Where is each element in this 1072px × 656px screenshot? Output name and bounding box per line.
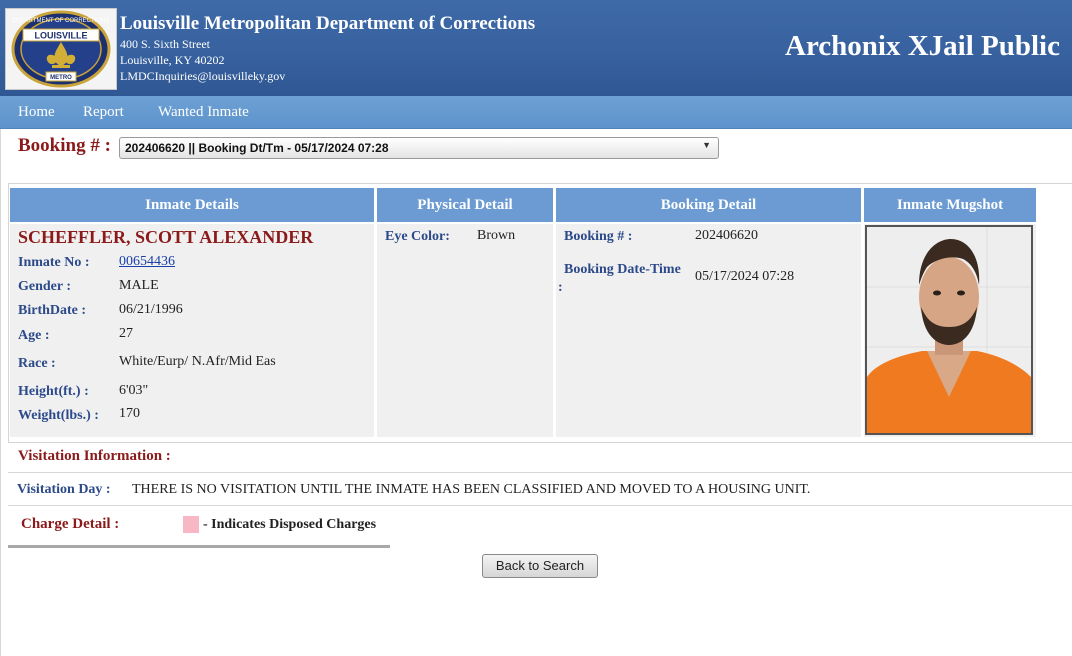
age-label: Age :: [18, 328, 50, 343]
booking-number-value: 202406620: [695, 228, 758, 243]
inmate-mugshot-image: [865, 225, 1033, 435]
site-header: [0, 0, 1072, 96]
mugshot-photo-icon: [867, 227, 1031, 433]
height-label: Height(ft.) :: [18, 384, 89, 399]
race-value: White/Eurp/ N.Afr/Mid Eas: [119, 354, 276, 369]
age-value: 27: [119, 326, 133, 341]
nav-report[interactable]: Report: [83, 104, 124, 120]
booking-detail-body: [556, 224, 861, 437]
visitation-day-label: Visitation Day :: [17, 482, 111, 497]
booking-number-label: Booking # :: [18, 135, 111, 156]
booking-datetime-value: 05/17/2024 07:28: [695, 269, 795, 284]
chevron-down-icon: ▼: [702, 140, 711, 150]
eye-color-label: Eye Color:: [385, 229, 450, 244]
booking-datetime-label: Booking Date-Time: [564, 262, 681, 277]
physical-detail-header: Physical Detail: [377, 188, 553, 222]
svg-text:LOUISVILLE: LOUISVILLE: [34, 30, 88, 41]
weight-label: Weight(lbs.) :: [18, 408, 99, 423]
booking-datetime-colon: :: [558, 280, 563, 295]
contact-email: LMDCInquiries@louisvilleky.gov: [120, 69, 286, 83]
booking-select-value: 202406620 || Booking Dt/Tm - 05/17/2024 07:28: [125, 141, 389, 155]
gender-value: MALE: [119, 278, 159, 293]
nav-wanted-inmate[interactable]: Wanted Inmate: [158, 104, 249, 120]
eye-color-value: Brown: [477, 228, 516, 243]
booking-number-detail-label: Booking # :: [564, 229, 633, 244]
gender-label: Gender :: [18, 279, 72, 294]
physical-detail-body: [377, 224, 553, 437]
visitation-row: [8, 472, 1072, 506]
visitation-info-title: Visitation Information :: [18, 448, 171, 464]
disposed-charge-swatch: [183, 516, 199, 533]
weight-value: 170: [119, 406, 140, 421]
address-line-2: Louisville, KY 40202: [120, 53, 225, 67]
booking-select[interactable]: [119, 137, 719, 159]
race-label: Race :: [18, 356, 56, 371]
main-navbar: [0, 96, 1072, 129]
birthdate-label: BirthDate :: [18, 303, 87, 318]
fleur-de-lis-badge-icon: [6, 9, 116, 89]
department-logo: [5, 8, 117, 90]
svg-text:DEPARTMENT OF CORRECTIONS: DEPARTMENT OF CORRECTIONS: [12, 18, 110, 24]
inmate-no-label: Inmate No :: [18, 255, 90, 270]
page-left-border: [0, 128, 1, 656]
department-title: Louisville Metropolitan Department of Corrections: [120, 13, 536, 34]
back-to-search-button[interactable]: Back to Search: [482, 554, 598, 578]
svg-text:METRO: METRO: [50, 75, 72, 81]
disposed-charges-legend: - Indicates Disposed Charges: [203, 517, 377, 532]
visitation-day-text: THERE IS NO VISITATION UNTIL THE INMATE HAS BEEN CLASSIFIED AND MOVED TO A HOUSING UNIT.: [132, 482, 811, 497]
charge-detail-title: Charge Detail :: [21, 516, 120, 532]
brand-title: Archonix XJail Public: [785, 30, 1060, 62]
inmate-details-header: Inmate Details: [10, 188, 374, 222]
inmate-name: SCHEFFLER, SCOTT ALEXANDER: [18, 227, 314, 247]
inmate-mugshot-header: Inmate Mugshot: [864, 188, 1036, 222]
booking-detail-header: Booking Detail: [556, 188, 861, 222]
address-line-1: 400 S. Sixth Street: [120, 37, 211, 51]
nav-home[interactable]: Home: [18, 104, 55, 120]
charge-divider: [8, 545, 390, 548]
inmate-no-link[interactable]: 00654436: [119, 254, 175, 269]
birthdate-value: 06/21/1996: [119, 302, 183, 317]
height-value: 6'03": [119, 383, 149, 398]
